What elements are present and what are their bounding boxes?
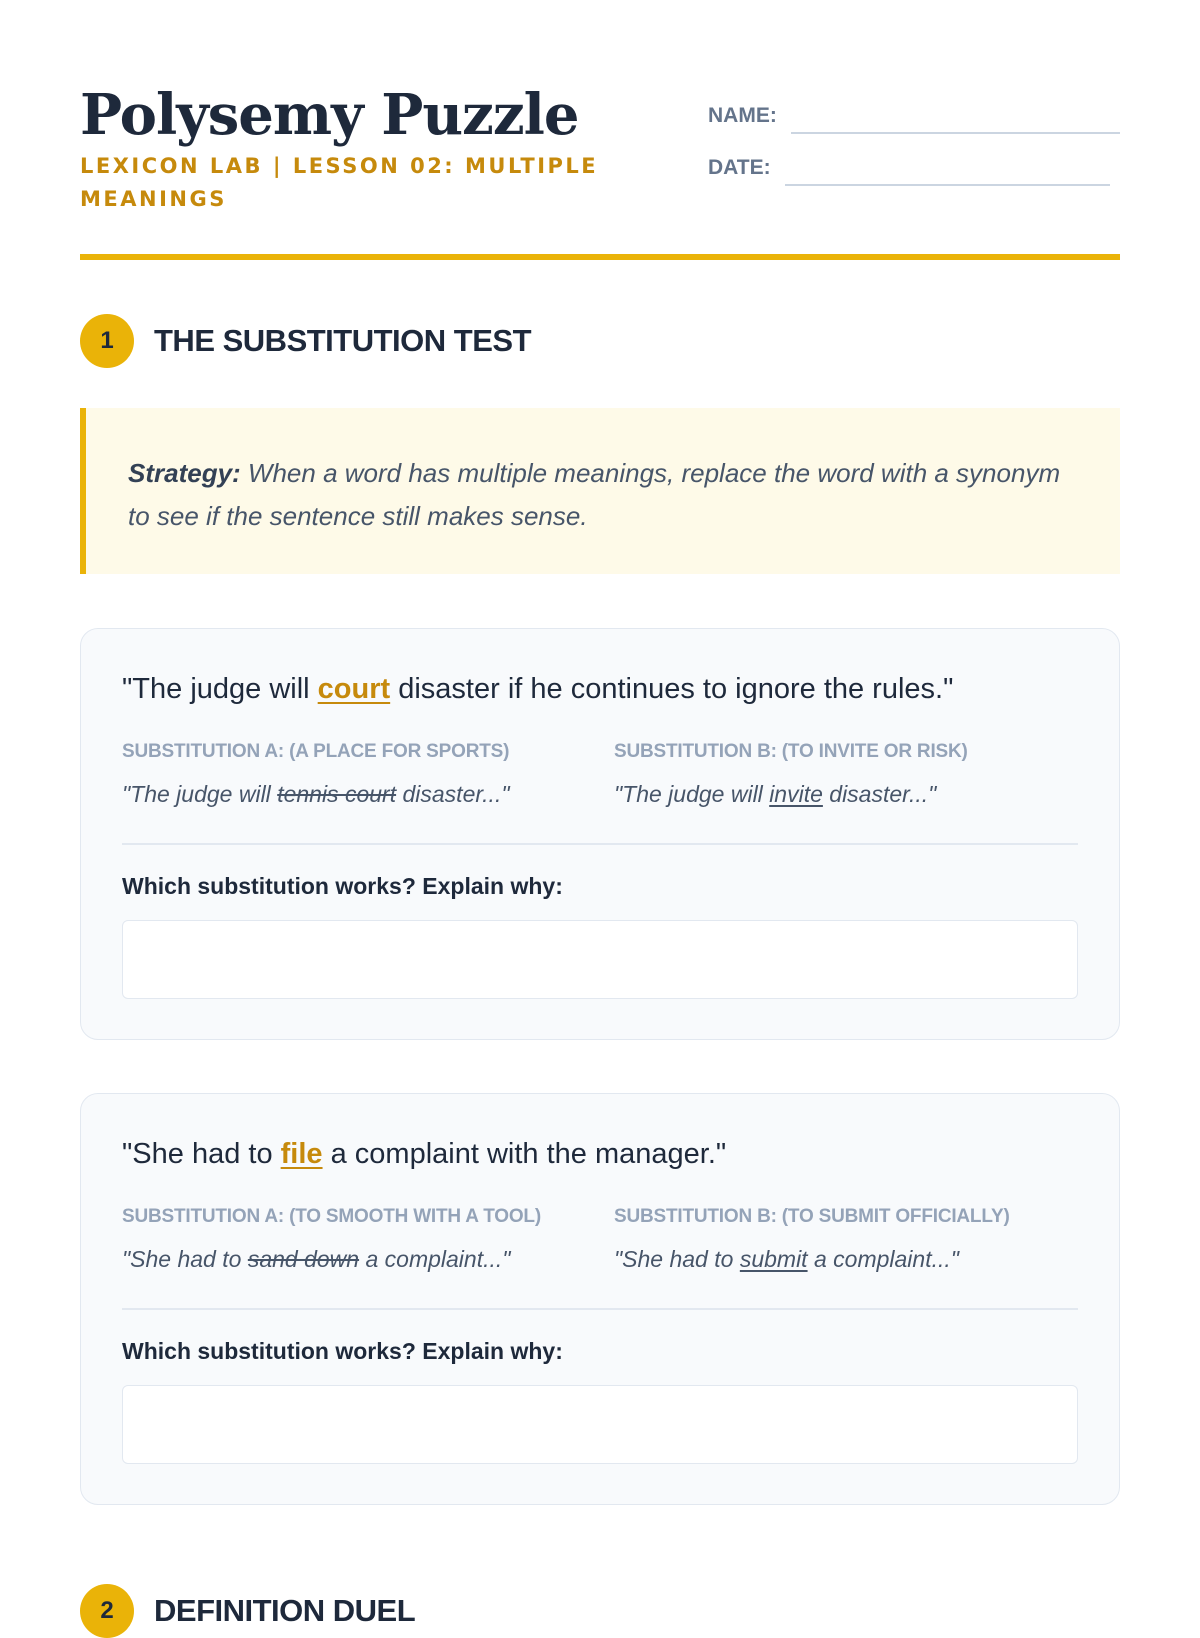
substitution-card bbox=[80, 628, 1120, 1040]
sub-text-start: "The judge will bbox=[614, 781, 770, 807]
name-field-row bbox=[708, 82, 1120, 134]
sub-text-end: a complaint..." bbox=[807, 1246, 959, 1272]
sub-text-end: disaster..." bbox=[396, 781, 510, 807]
sentence-start: "The judge will bbox=[122, 673, 318, 705]
substitution-b-label: SUBSTITUTION B: (TO SUBMIT OFFICIALLY) bbox=[614, 1206, 1010, 1227]
section-2-heading bbox=[80, 1584, 415, 1638]
section-number-badge: 2 bbox=[80, 1584, 134, 1638]
sub-text-start: "The judge will bbox=[122, 781, 278, 807]
target-word: file bbox=[280, 1138, 323, 1170]
rejected-word: sand down bbox=[247, 1246, 360, 1272]
accepted-word: invite bbox=[769, 781, 823, 807]
sentence-start: "She had to bbox=[122, 1138, 281, 1170]
answer-box[interactable] bbox=[122, 1385, 1078, 1464]
strategy-body: When a word has multiple meanings, replace the word with a synonym to see if the sentence still makes sense. bbox=[128, 458, 1061, 531]
substitution-a-text bbox=[122, 1246, 602, 1273]
substitution-b-label: SUBSTITUTION B: (TO INVITE OR RISK) bbox=[614, 741, 968, 762]
section-title: THE SUBSTITUTION TEST bbox=[154, 323, 531, 358]
name-label: NAME: bbox=[708, 104, 777, 127]
substitution-b bbox=[614, 1206, 1094, 1273]
strategy-label: Strategy: bbox=[128, 458, 241, 488]
card-divider bbox=[122, 843, 1078, 845]
student-info-fields bbox=[708, 82, 1120, 186]
accepted-word: submit bbox=[739, 1246, 808, 1272]
substitution-a-label: SUBSTITUTION A: (A PLACE FOR SPORTS) bbox=[122, 741, 510, 762]
example-sentence bbox=[122, 673, 953, 706]
section-title: DEFINITION DUEL bbox=[154, 1593, 416, 1628]
lesson-subtitle: LEXICON LAB | LESSON 02: MULTIPLE MEANINGS bbox=[80, 154, 599, 211]
explain-prompt: Which substitution works? Explain why: bbox=[122, 873, 563, 899]
example-sentence bbox=[122, 1138, 726, 1171]
card-divider bbox=[122, 1308, 1078, 1310]
strategy-text bbox=[128, 452, 1080, 538]
explain-prompt: Which substitution works? Explain why: bbox=[122, 1338, 563, 1364]
sub-text-start: "She had to bbox=[614, 1246, 740, 1272]
sentence-end: a complaint with the manager." bbox=[322, 1138, 727, 1170]
substitution-b-text bbox=[614, 1246, 1094, 1273]
worksheet-header bbox=[80, 82, 1120, 262]
section-number-badge: 1 bbox=[80, 314, 134, 368]
sub-text-end: a complaint..." bbox=[359, 1246, 511, 1272]
sub-text-start: "She had to bbox=[122, 1246, 248, 1272]
sentence-end: disaster if he continues to ignore the rules." bbox=[390, 673, 954, 705]
header-divider bbox=[80, 254, 1120, 260]
substitution-a-label: SUBSTITUTION A: (TO SMOOTH WITH A TOOL) bbox=[122, 1206, 541, 1227]
target-word: court bbox=[317, 673, 391, 705]
substitution-card bbox=[80, 1093, 1120, 1505]
strategy-callout bbox=[80, 408, 1120, 574]
name-input-line[interactable] bbox=[791, 98, 1120, 134]
date-field-row bbox=[708, 134, 1120, 186]
rejected-word: tennis court bbox=[277, 781, 397, 807]
section-1-heading bbox=[80, 314, 531, 368]
sub-text-end: disaster..." bbox=[822, 781, 937, 807]
date-label: DATE: bbox=[708, 156, 771, 179]
substitution-b bbox=[614, 741, 1094, 808]
date-input-line[interactable] bbox=[785, 150, 1110, 186]
substitution-a-text bbox=[122, 781, 602, 808]
substitution-a bbox=[122, 1206, 602, 1273]
page-title: Polysemy Puzzle bbox=[80, 82, 579, 148]
substitution-b-text bbox=[614, 781, 1094, 808]
answer-box[interactable] bbox=[122, 920, 1078, 999]
substitution-a bbox=[122, 741, 602, 808]
